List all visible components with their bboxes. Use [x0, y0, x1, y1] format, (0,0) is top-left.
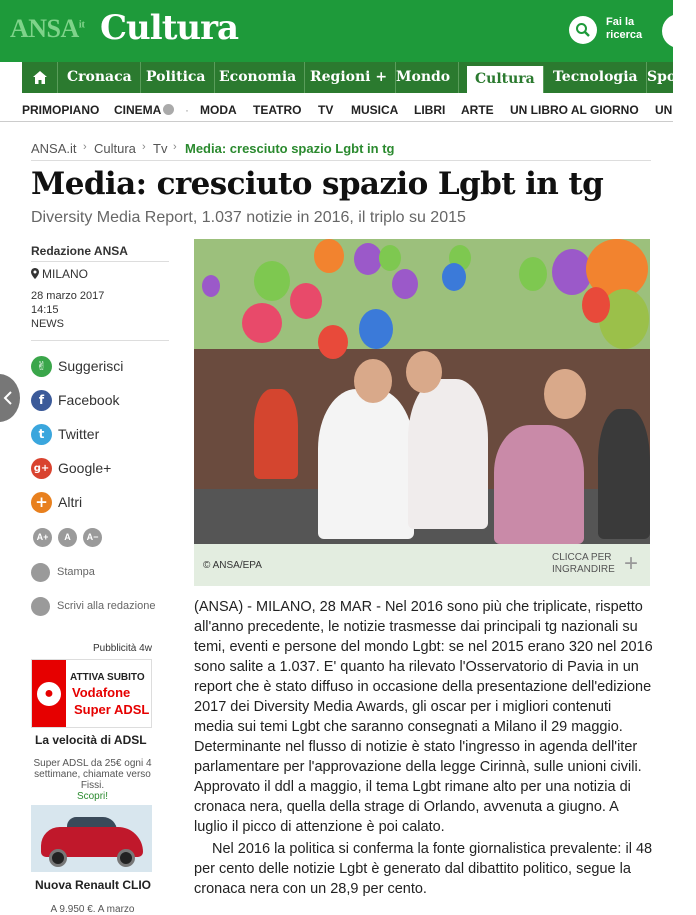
nav-item-mondo[interactable]: Mondo [388, 62, 459, 93]
previous-arrow-icon[interactable] [0, 374, 20, 422]
article-paragraph: (ANSA) - MILANO, 28 MAR - Nel 2016 sono più che triplicate, rispetto all'anno precedente, le notizie trasmesse dai principali tg nazionali su temi, eventi e persone del mondo Lgbt: se nel 2015 erano 320 nel 2016 sono salite a 1.037. E' quanto ha rilevato l'Osservatorio di Pavia in un report che è stato diffuso in occasione della presentazione dell'edizione 2017 dei Diversity Media Awards, gli oscar per i migliori contenuti media sui temi Lgbt che saranno consegnati a Milano il 29 maggio. Determinante nel flusso di notizie è stato l'ingresso in agenda dell'iter parlamentare per l'approvazione della legge Cirinnà, sulle unioni civili. Approvato il ddl a maggio, il tema Lgbt rimane alto per una notizia di cronaca nera, quella della strage di Orlando, avvenuta a giugno. A luglio il picco di attenzione è poi calato. [194, 599, 653, 835]
sub-nav [22, 100, 673, 120]
balloon [379, 245, 401, 271]
ad-link[interactable]: Scopri! [76, 791, 109, 802]
divider [31, 340, 169, 341]
location-pin-icon [31, 268, 39, 279]
plus-icon: + [31, 492, 52, 513]
subnav-arte[interactable]: ARTE [461, 103, 494, 117]
vodafone-logo-icon: ● [37, 682, 61, 706]
breadcrumb-separator: › [83, 141, 87, 153]
place: MILANO [31, 267, 88, 281]
subnav-teatro[interactable]: TEATRO [253, 103, 302, 117]
ad-description: Super ADSL da 25€ ogni 4 settimane, chiamate verso Fissi. [33, 758, 152, 791]
article-title: Media: cresciuto spazio Lgbt in tg [31, 166, 604, 202]
balloon [202, 275, 220, 297]
subnav-un[interactable]: UN [655, 103, 673, 117]
breadcrumb-ansa[interactable]: ANSA.it [31, 141, 77, 156]
category-label: NEWS [31, 318, 64, 330]
photo-person-head [544, 369, 586, 419]
home-icon[interactable] [22, 62, 58, 93]
subnav-cinema[interactable]: CINEMA [114, 103, 174, 117]
publish-date: 28 marzo 2017 14:15 [31, 290, 105, 316]
breadcrumb-separator: › [173, 141, 177, 153]
car-wheel [117, 849, 135, 867]
balloon [318, 325, 348, 359]
breadcrumb-separator: › [142, 141, 146, 153]
nav-item-politica[interactable]: Politica [138, 62, 215, 93]
font-decrease-button[interactable]: A− [83, 528, 102, 547]
subnav-un-libro-al-giorno[interactable]: UN LIBRO AL GIORNO [510, 103, 639, 117]
article-subtitle: Diversity Media Report, 1.037 notizie in 2016, il triplo su 2015 [31, 209, 466, 226]
balloon [290, 283, 322, 319]
printer-icon [31, 563, 50, 582]
author: Redazione ANSA [31, 244, 128, 258]
nav-item-tecnologia[interactable]: Tecnologia [545, 62, 647, 93]
subnav-tv[interactable]: TV [318, 103, 334, 117]
balloon [242, 303, 282, 343]
twitter-icon: t [31, 424, 52, 445]
nav-item-cronaca[interactable]: Cronaca [59, 62, 141, 93]
subnav-moda[interactable]: MODA [200, 103, 237, 117]
photo-person-head [406, 351, 442, 393]
balloon [519, 257, 547, 291]
font-increase-button[interactable]: A+ [33, 528, 52, 547]
article-body [194, 597, 654, 899]
menu-button[interactable] [662, 14, 696, 48]
ad-line: Super ADSL [74, 702, 150, 717]
nav-item-regioni[interactable]: Regioni + [302, 62, 396, 93]
ad-line: Vodafone [72, 685, 131, 700]
ansa-logo[interactable]: $ANSA^{it}$ [10, 14, 85, 43]
subnav-musica[interactable]: MUSICA [351, 103, 399, 117]
facebook-icon: f [31, 390, 52, 411]
photo-person [408, 379, 488, 529]
breadcrumb-current: Media: cresciuto spazio Lgbt in tg [185, 141, 395, 156]
search-label[interactable]: Fai la ricerca [606, 16, 643, 41]
font-reset-button[interactable]: A [58, 528, 77, 547]
section-title[interactable]: Cultura [100, 8, 239, 48]
ad-label: Pubblicità 4w [93, 643, 152, 654]
balloon [314, 239, 344, 273]
enlarge-plus-icon[interactable]: + [624, 550, 639, 577]
ad-headline[interactable]: La velocità di ADSL [35, 733, 147, 747]
photo-caption-bar [194, 544, 650, 586]
balloon [359, 309, 393, 349]
search-icon[interactable] [569, 16, 597, 44]
vodafone-ad-image[interactable] [31, 659, 152, 728]
logo-domain-suffix: it [78, 18, 85, 31]
nav-item-cultura[interactable]: Cultura [467, 66, 544, 93]
balloon [582, 287, 610, 323]
divider [0, 121, 673, 122]
subnav-separator: · [185, 103, 189, 117]
pencil-icon [31, 597, 50, 616]
ad-description: A 9.950 €. A marzo [50, 904, 135, 915]
renault-ad-image[interactable] [31, 805, 152, 872]
enlarge-photo-link[interactable]: CLICCA PER INGRANDIRE [552, 552, 615, 575]
breadcrumb-cultura[interactable]: Cultura [94, 141, 136, 156]
photo-person-head [354, 359, 392, 403]
car-wheel [49, 849, 67, 867]
subnav-primopiano[interactable]: PRIMOPIANO [22, 103, 100, 117]
photo-person [318, 389, 414, 539]
balloon [254, 261, 290, 301]
subnav-libri[interactable]: LIBRI [414, 103, 446, 117]
photo-person [598, 409, 650, 539]
photo-person [494, 425, 584, 544]
balloon [392, 269, 418, 299]
photo-credit: © ANSA/EPA [203, 560, 262, 571]
chevron-down-icon[interactable] [163, 104, 174, 115]
main-nav [22, 62, 677, 93]
balloon [354, 243, 382, 275]
google-plus-icon: g+ [31, 458, 52, 479]
balloon [442, 263, 466, 291]
article-paragraph: Nel 2016 la politica si conferma la fonte giornalistica prevalente: il 48 per cento delle notizie Lgbt è generato dal dibattito politico, segue la cronaca nera con un 28,9 per cento. [194, 841, 653, 897]
nav-item-economia[interactable]: Economia [211, 62, 305, 93]
site-header [0, 0, 673, 62]
divider [31, 261, 169, 262]
divider [31, 160, 651, 161]
article-photo[interactable] [194, 239, 650, 544]
ad-line: ATTIVA SUBITO [70, 672, 145, 683]
nav-item-sport[interactable]: Spo [647, 69, 677, 85]
breadcrumb-tv[interactable]: Tv [153, 141, 168, 156]
thumb-icon: ✌ [31, 356, 52, 377]
ad-headline[interactable]: Nuova Renault CLIO [35, 878, 152, 892]
photo-person [254, 389, 298, 479]
